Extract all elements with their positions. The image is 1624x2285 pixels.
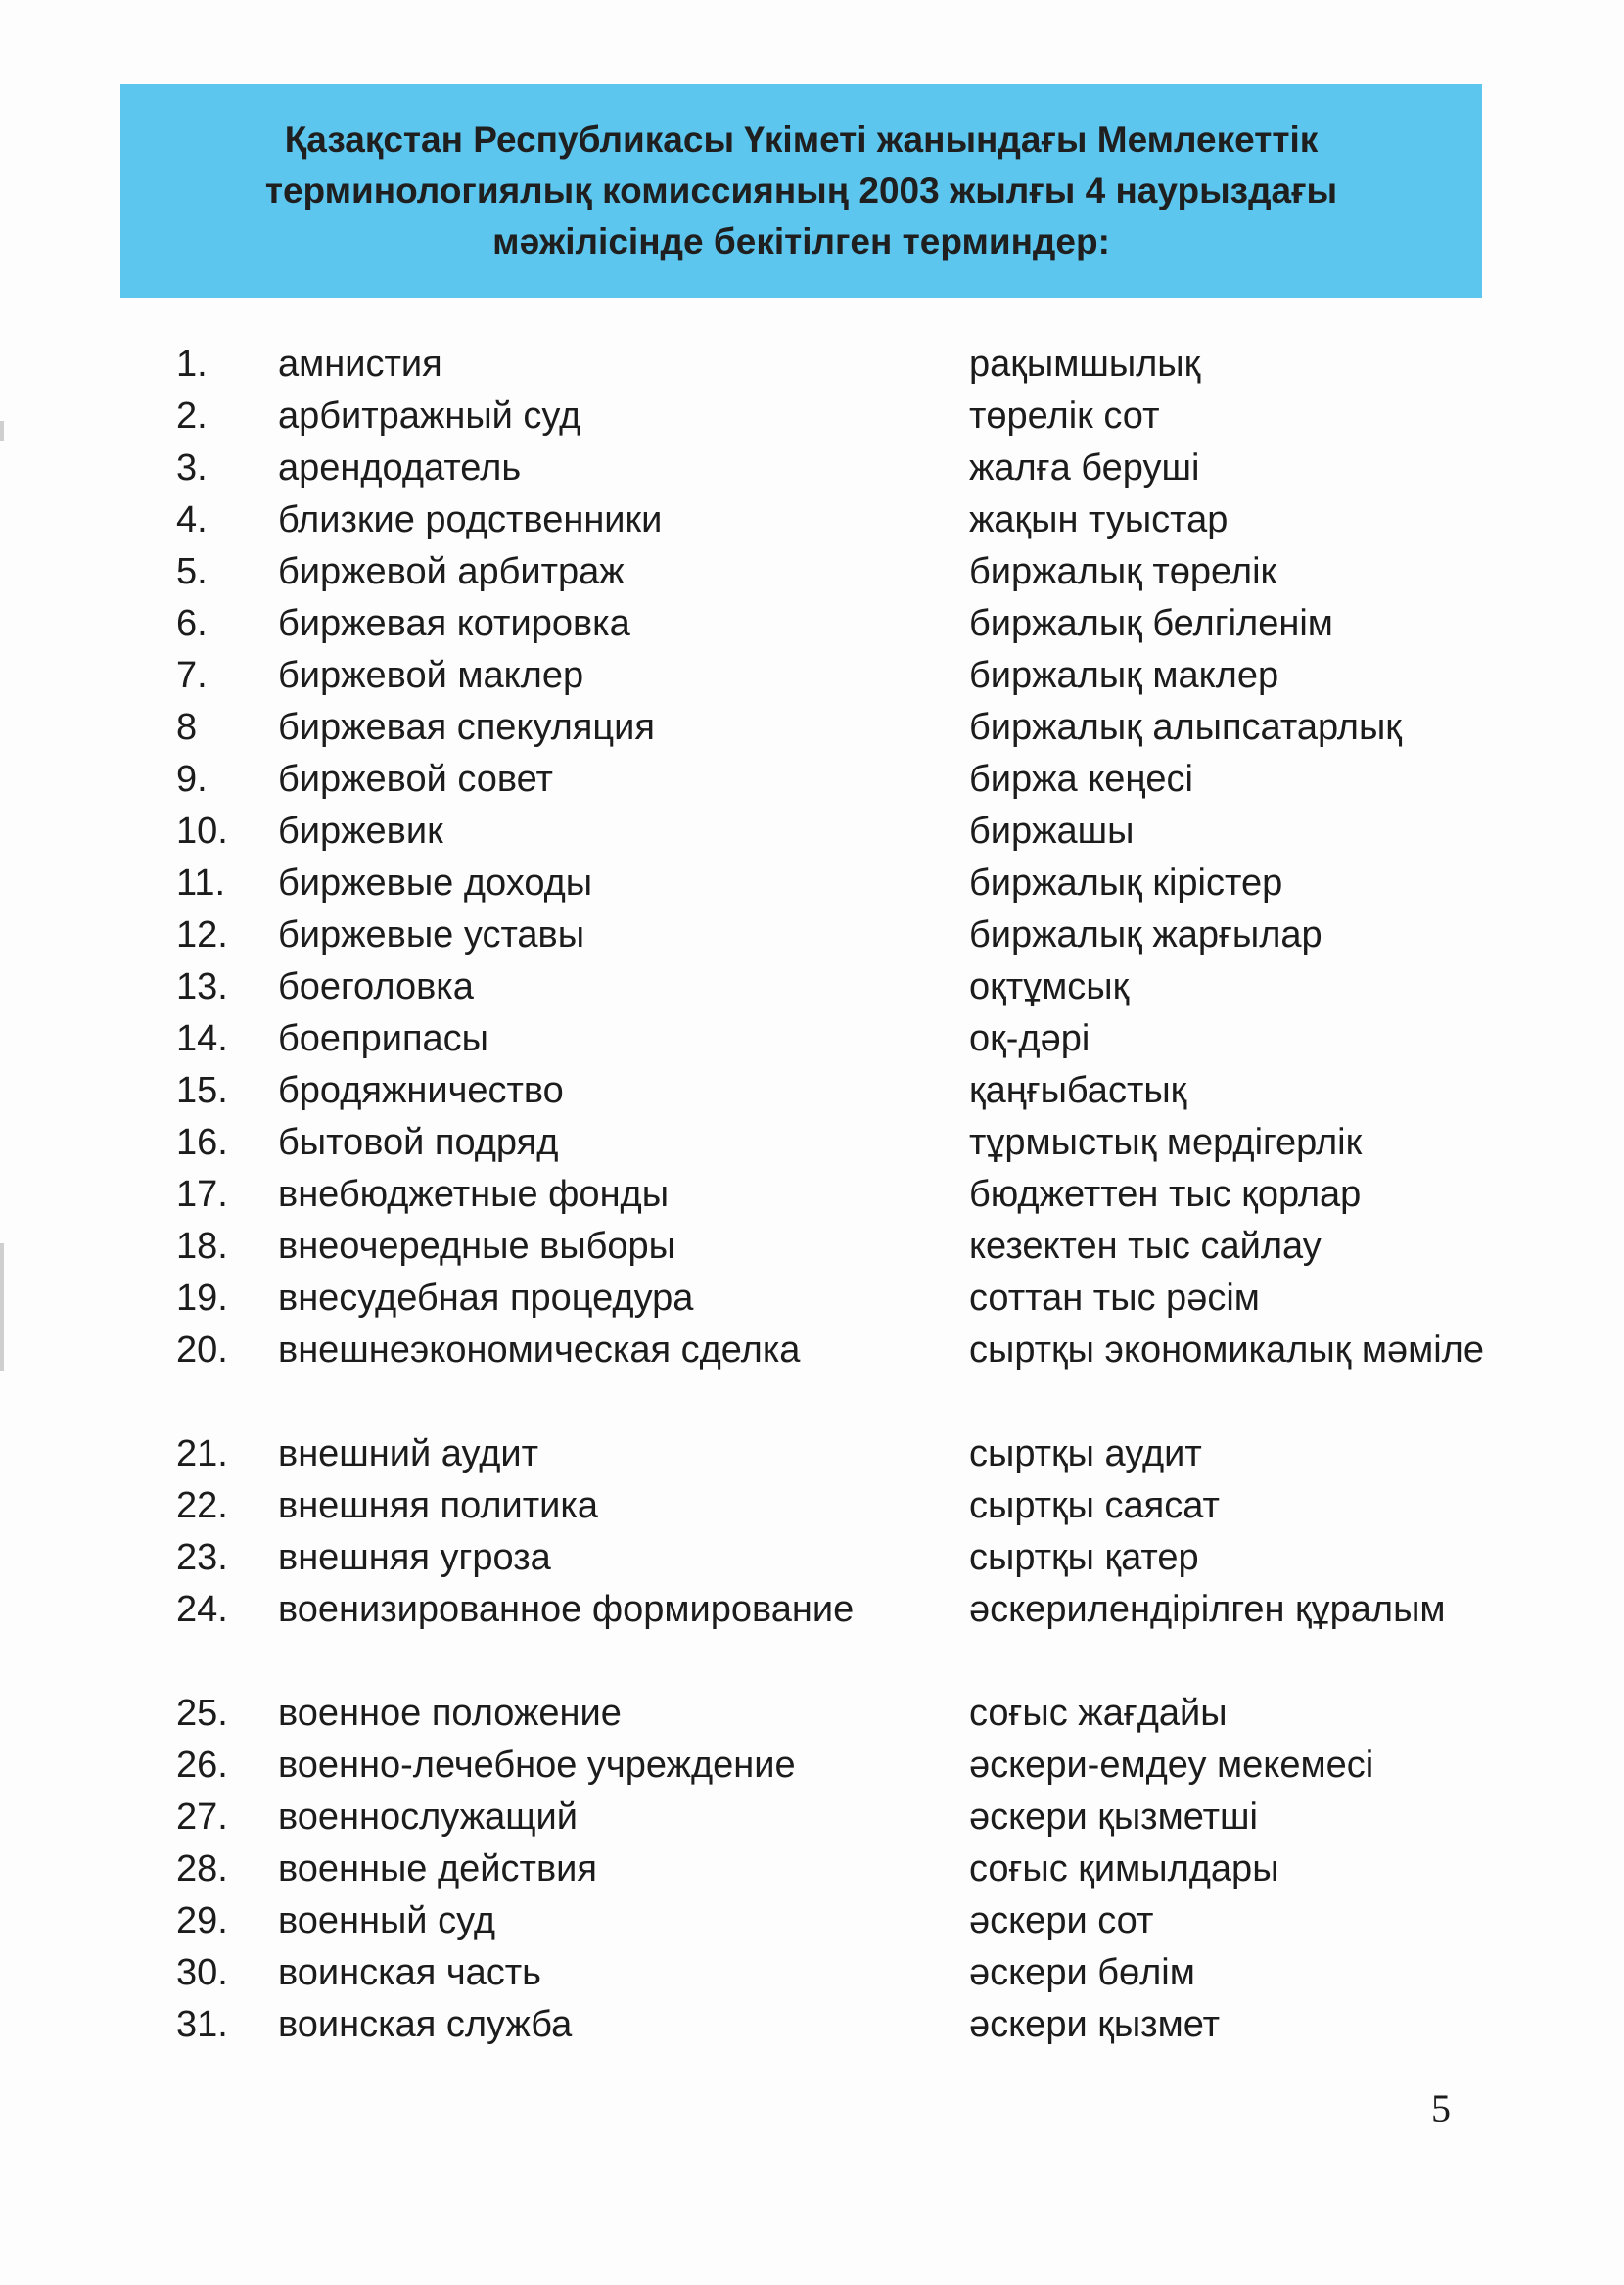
term-kazakh: биржа кеңесі [969,759,1193,800]
term-russian: внешняя угроза [278,1537,551,1578]
header-banner [120,84,1482,298]
term-number: 9. [176,759,208,800]
term-russian: биржевые уставы [278,914,585,956]
term-number: 24. [176,1589,228,1630]
page-number: 5 [1431,2086,1451,2130]
term-row [176,1169,1488,1221]
term-number: 16. [176,1122,228,1163]
term-number: 4. [176,499,208,540]
term-kazakh: тұрмыстық мердігерлік [969,1122,1363,1163]
term-row [176,1273,1488,1325]
term-number: 30. [176,1952,228,1993]
term-number: 17. [176,1174,228,1215]
term-russian: боеголовка [278,966,474,1007]
term-row [176,909,1488,961]
term-row [176,858,1488,909]
term-kazakh: биржалық алыпсатарлық [969,707,1402,748]
term-number: 22. [176,1485,228,1526]
term-kazakh: соғыс қимылдары [969,1848,1279,1889]
term-row [176,1065,1488,1117]
term-number: 14. [176,1018,228,1059]
term-number: 15. [176,1070,228,1111]
term-row [176,391,1488,443]
term-kazakh: биржалық белгіленім [969,603,1333,644]
page-title: Қазақстан Республикасы Үкіметі жанындағы Мемлекеттік терминологиялық комиссияның 2003 жылғы 4 наурыздағы мәжілісінде бекітілген терминдер: [264,119,1338,261]
term-number: 8 [176,707,198,748]
term-kazakh: биржалық жарғылар [969,914,1322,956]
term-row [176,1428,1488,1480]
term-number: 3. [176,447,208,489]
term-list [176,339,1488,2051]
term-russian: военное положение [278,1693,622,1734]
term-russian: военно-лечебное учреждение [278,1745,796,1786]
term-row [176,650,1488,702]
term-number: 20. [176,1329,228,1371]
term-russian: военнослужащий [278,1796,579,1838]
term-number: 21. [176,1433,228,1474]
term-kazakh: әскери бөлім [969,1952,1195,1993]
term-kazakh: жақын туыстар [969,499,1229,540]
term-russian: бытовой подряд [278,1122,559,1163]
term-row [176,806,1488,858]
term-kazakh: әскери сот [969,1900,1154,1941]
term-russian: военный суд [278,1900,496,1941]
term-kazakh: бюджеттен тыс қорлар [969,1174,1362,1215]
term-row [176,1584,1488,1688]
term-russian: внешнеэкономическая сделка [278,1329,801,1371]
term-russian: биржевик [278,811,443,852]
term-number: 31. [176,2004,228,2045]
scan-margin-mark [0,421,4,441]
scan-margin-mark [0,1243,4,1371]
term-russian: биржевой маклер [278,655,584,696]
term-kazakh: биржалық кірістер [969,863,1283,904]
term-russian: воинская служба [278,2004,573,2045]
term-row [176,1843,1488,1895]
term-number: 11. [176,863,226,904]
term-russian: боеприпасы [278,1018,488,1059]
term-russian: внешняя политика [278,1485,598,1526]
term-kazakh: соғыс жағдайы [969,1693,1228,1734]
term-kazakh: рақымшылық [969,344,1201,385]
term-kazakh: биржалық маклер [969,655,1279,696]
term-number: 13. [176,966,228,1007]
term-number: 28. [176,1848,228,1889]
term-row [176,1532,1488,1584]
term-kazakh: оқ-дәрі [969,1018,1090,1059]
term-row [176,443,1488,494]
term-number: 27. [176,1796,228,1838]
term-row [176,598,1488,650]
term-number: 18. [176,1226,228,1267]
term-kazakh: төрелік сот [969,396,1160,437]
term-russian: бродяжничество [278,1070,564,1111]
term-russian: военные действия [278,1848,597,1889]
term-kazakh: биржалық төрелік [969,551,1277,592]
term-kazakh: сыртқы экономикалық мәміле [969,1329,1484,1371]
term-russian: арбитражный суд [278,396,581,437]
term-number: 26. [176,1745,228,1786]
term-russian: биржевая спекуляция [278,707,655,748]
term-kazakh: сыртқы қатер [969,1537,1199,1578]
term-number: 23. [176,1537,228,1578]
term-kazakh: әскери қызметші [969,1796,1258,1838]
term-row [176,1947,1488,1999]
term-kazakh: сыртқы аудит [969,1433,1202,1474]
term-russian: амнистия [278,344,442,385]
term-number: 5. [176,551,208,592]
term-row [176,1117,1488,1169]
term-kazakh: әскери қызмет [969,2004,1220,2045]
term-row [176,339,1488,391]
term-russian: биржевая котировка [278,603,630,644]
term-number: 6. [176,603,208,644]
term-kazakh: әскерилендірілген құралым [969,1589,1446,1630]
term-kazakh: оқтұмсық [969,966,1130,1007]
term-number: 25. [176,1693,228,1734]
term-kazakh: кезектен тыс сайлау [969,1226,1322,1267]
term-kazakh: соттан тыс рәсім [969,1278,1260,1319]
term-row [176,1792,1488,1843]
term-russian: внеочередные выборы [278,1226,675,1267]
term-russian: биржевой совет [278,759,553,800]
term-number: 2. [176,396,208,437]
term-kazakh: сыртқы саясат [969,1485,1220,1526]
term-russian: внесудебная процедура [278,1278,694,1319]
term-number: 7. [176,655,208,696]
term-row [176,1999,1488,2051]
term-number: 10. [176,811,228,852]
term-row [176,961,1488,1013]
term-russian: военизированное формирование [278,1589,855,1630]
term-russian: биржевые доходы [278,863,593,904]
term-number: 29. [176,1900,228,1941]
term-row [176,1013,1488,1065]
term-row [176,702,1488,754]
term-russian: внешний аудит [278,1433,539,1474]
term-kazakh: жалға беруші [969,447,1200,489]
term-row [176,546,1488,598]
term-russian: биржевой арбитраж [278,551,625,592]
term-number: 1. [176,344,208,385]
term-row [176,1688,1488,1740]
term-kazakh: қаңғыбастық [969,1070,1187,1111]
term-row [176,1740,1488,1792]
term-row [176,494,1488,546]
term-row [176,1480,1488,1532]
term-row [176,754,1488,806]
term-kazakh: әскери-емдеу мекемесі [969,1745,1374,1786]
term-row [176,1895,1488,1947]
term-number: 19. [176,1278,228,1319]
term-russian: внебюджетные фонды [278,1174,670,1215]
term-russian: арендодатель [278,447,522,489]
term-kazakh: биржашы [969,811,1135,852]
term-russian: воинская часть [278,1952,541,1993]
term-row [176,1325,1488,1428]
term-russian: близкие родственники [278,499,663,540]
term-number: 12. [176,914,228,956]
term-row [176,1221,1488,1273]
